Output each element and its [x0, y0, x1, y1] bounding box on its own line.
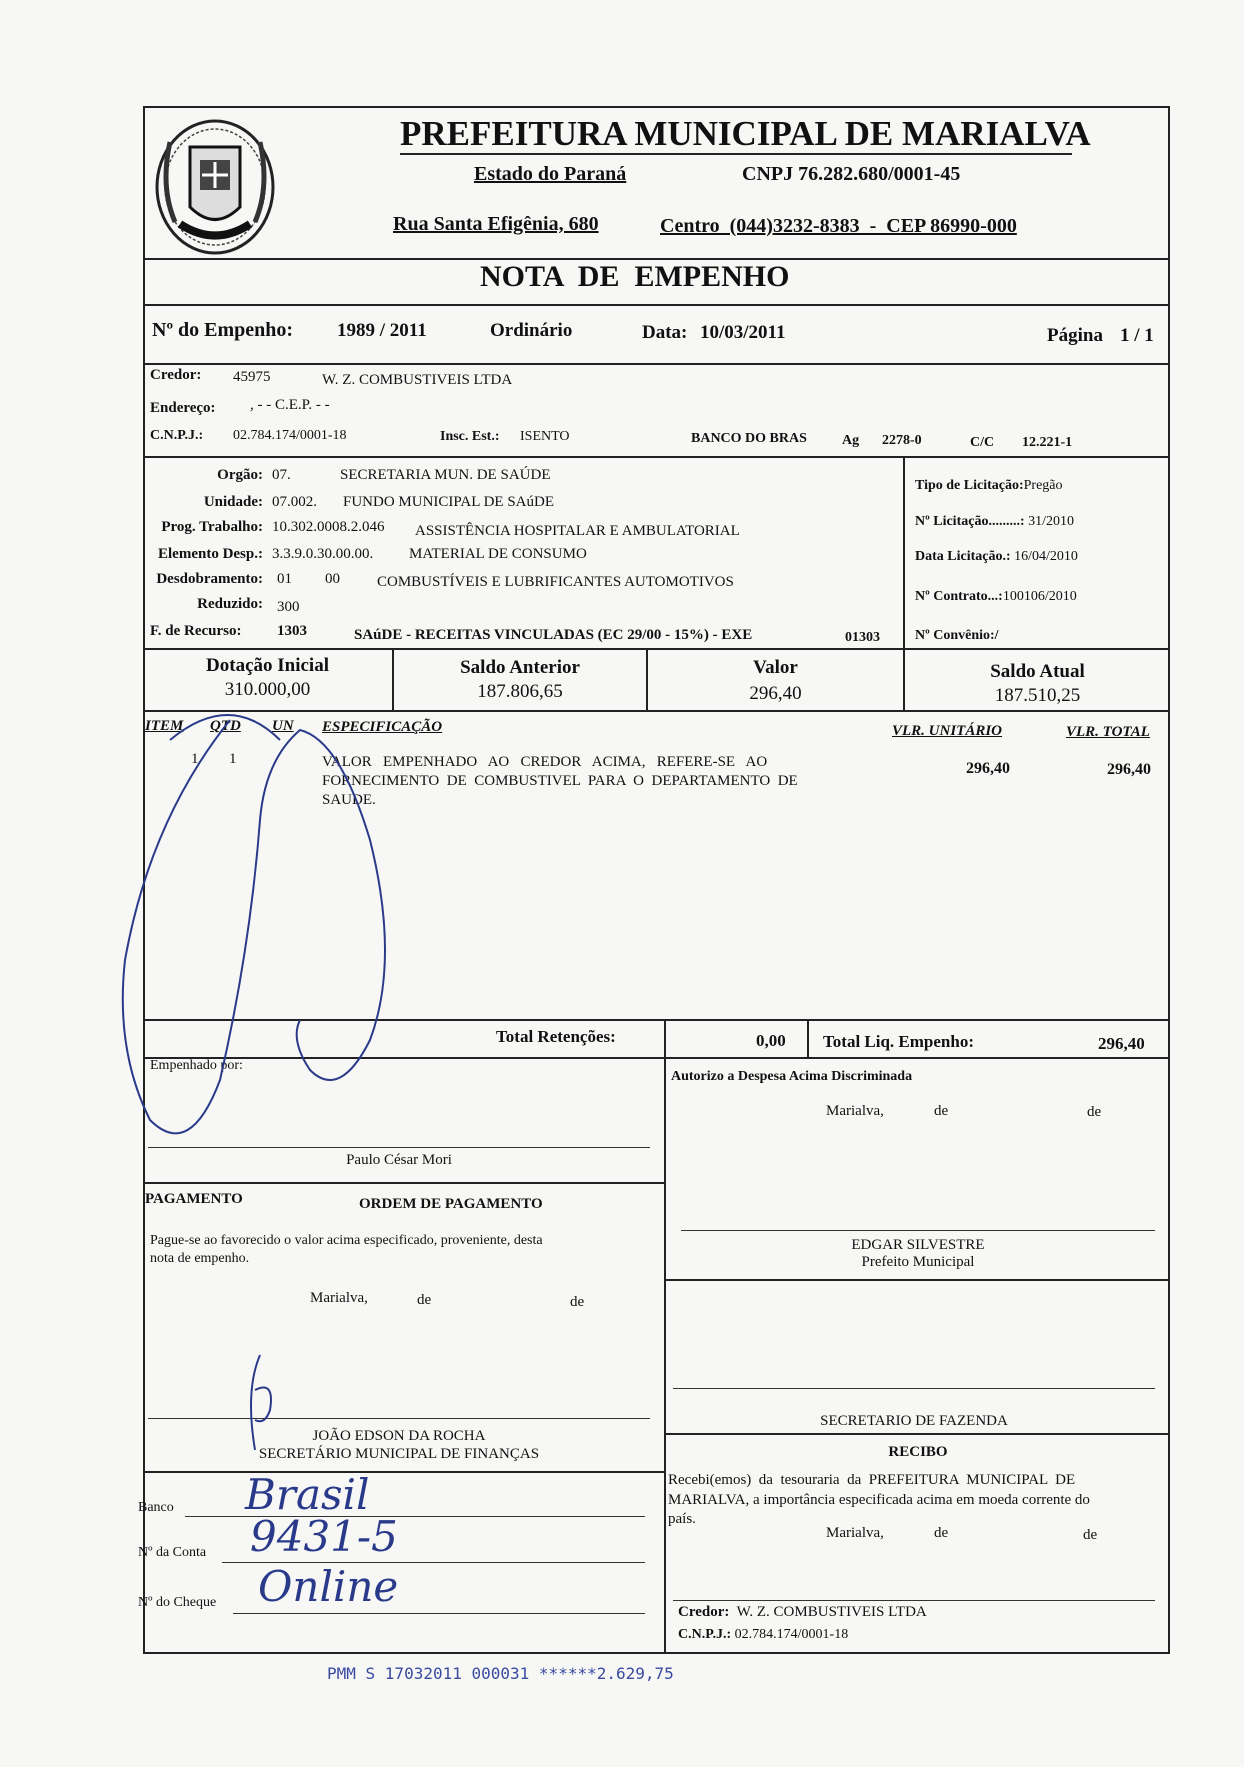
total-liquido-value: 296,40 — [1098, 1034, 1145, 1053]
col-valor-unitario: VLR. UNITÁRIO — [892, 723, 1003, 739]
recurso-code2: 01303 — [845, 630, 880, 645]
recurso-label: F. de Recurso: — [150, 623, 242, 639]
bank-name: BANCO DO BRAS — [691, 431, 807, 446]
col-un: UN — [272, 718, 294, 734]
recibo-place: Marialva, — [826, 1525, 884, 1541]
recibo-text-3: país. — [668, 1511, 696, 1527]
col-especificacao: ESPECIFICAÇÃO — [322, 719, 443, 735]
orgao-label: Orgão: — [217, 467, 263, 483]
desdobramento-code1: 01 — [277, 571, 292, 587]
recurso-name: SAúDE - RECEITAS VINCULADAS (EC 29/00 - 15%) - EXE — [354, 627, 753, 643]
state-label: Estado do Paraná — [474, 163, 627, 185]
valor-label: Valor — [753, 657, 798, 678]
elemento-code: 3.3.9.0.30.00.00. — [272, 546, 374, 562]
empenhado-por-label: Empenhado por: — [150, 1058, 243, 1073]
dotacao-inicial-label: Dotação Inicial — [206, 655, 329, 676]
orgao-code: 07. — [272, 467, 291, 483]
agency-label: Ag — [842, 433, 860, 448]
numero-convenio: Nº Convênio:/ — [915, 628, 999, 643]
recibo-de2: de — [1083, 1527, 1098, 1543]
unidade-code: 07.002. — [272, 494, 317, 510]
empenho-number: 1989 / 2011 — [337, 320, 427, 341]
elemento-label: Elemento Desp.: — [158, 546, 263, 562]
col-item: ITEM — [145, 718, 184, 734]
cnpj-field-value: 02.784.174/0001-18 — [233, 428, 347, 443]
contact-label: Centro (044)3232-8383 - CEP 86990-000 — [660, 215, 1017, 237]
credor-code: 45975 — [233, 369, 271, 385]
coat-of-arms-logo — [150, 112, 280, 262]
pagamento-de2: de — [570, 1294, 585, 1310]
orgao-name: SECRETARIA MUN. DE SAÚDE — [340, 467, 551, 483]
row-valor-total: 296,40 — [1107, 761, 1151, 778]
pagamento-de1: de — [417, 1292, 432, 1308]
conta-handwritten: 9431-5 — [250, 1512, 398, 1561]
banco-label: Banco — [138, 1500, 174, 1515]
document-type-title: NOTA DE EMPENHO — [480, 260, 790, 293]
numero-contrato: Nº Contrato...:100106/2010 — [915, 589, 1077, 604]
prog-trabalho-name: ASSISTÊNCIA HOSPITALAR E AMBULATORIAL — [415, 523, 740, 539]
saldo-atual-label: Saldo Atual — [990, 661, 1085, 682]
row-item: 1 — [191, 751, 199, 767]
row-especificacao-1: VALOR EMPENHADO AO CREDOR ACIMA, REFERE-SE AO — [322, 754, 768, 770]
data-licitacao: Data Licitação.: 16/04/2010 — [915, 549, 1078, 564]
recibo-text-2: MARIALVA, a importância especificada acima em moeda corrente do — [668, 1492, 1090, 1508]
col-valor-total: VLR. TOTAL — [1066, 724, 1150, 740]
numero-licitacao: Nº Licitação.........: 31/2010 — [915, 514, 1074, 529]
account-value: 12.221-1 — [1022, 435, 1073, 450]
autorizo-de2: de — [1087, 1104, 1102, 1120]
saldo-atual-value: 187.510,25 — [994, 685, 1081, 706]
insc-est-value: ISENTO — [520, 429, 570, 444]
valor-value: 296,40 — [749, 683, 802, 704]
recurso-code: 1303 — [277, 623, 307, 639]
unidade-label: Unidade: — [203, 494, 263, 510]
mayor-name: EDGAR SILVESTRE — [851, 1237, 985, 1253]
authentication-stamp: PMM S 17032011 000031 ******2.629,75 — [327, 1664, 674, 1683]
autorizo-label: Autorizo a Despesa Acima Discriminada — [671, 1069, 913, 1084]
insc-est-label: Insc. Est.: — [440, 429, 500, 444]
pagamento-text-2: nota de empenho. — [150, 1251, 250, 1266]
address-label: Rua Santa Efigênia, 680 — [393, 213, 599, 235]
recibo-credor: Credor: W. Z. COMBUSTIVEIS LTDA — [678, 1604, 927, 1620]
page-number: 1 / 1 — [1120, 325, 1154, 346]
row-especificacao-2: FORNECIMENTO DE COMBUSTIVEL PARA O DEPARTAMENTO DE — [322, 773, 798, 789]
cheque-label: Nº do Cheque — [138, 1595, 217, 1610]
financas-signer-title: SECRETÁRIO MUNICIPAL DE FINANÇAS — [258, 1446, 540, 1462]
cnpj-field-label: C.N.P.J.: — [150, 428, 204, 443]
cheque-handwritten: Online — [258, 1562, 399, 1611]
pagamento-place: Marialva, — [310, 1290, 368, 1306]
col-qtd: QTD — [210, 718, 241, 734]
recibo-de1: de — [934, 1525, 949, 1541]
desdobramento-label: Desdobramento: — [156, 571, 263, 587]
banco-handwritten: Brasil — [245, 1470, 370, 1519]
row-valor-unitario: 296,40 — [966, 760, 1010, 777]
total-retencoes-label: Total Retenções: — [496, 1027, 616, 1046]
prog-trabalho-label: Prog. Trabalho: — [161, 519, 263, 535]
recibo-cnpj: C.N.P.J.: 02.784.174/0001-18 — [678, 1627, 849, 1642]
address-field-value: , - - C.E.P. - - — [250, 397, 330, 413]
empenhado-por-name: Paulo César Mori — [346, 1152, 452, 1168]
row-especificacao-3: SAUDE. — [322, 792, 376, 808]
autorizo-de1: de — [934, 1103, 949, 1119]
pagamento-text-1: Pague-se ao favorecido o valor acima especificado, proveniente, desta — [150, 1233, 543, 1248]
empenho-type: Ordinário — [490, 320, 573, 341]
credor-name: W. Z. COMBUSTIVEIS LTDA — [322, 372, 513, 388]
account-label: C/C — [970, 435, 995, 450]
conta-label: Nº da Conta — [138, 1545, 207, 1560]
empenho-number-label: Nº do Empenho: — [152, 319, 294, 341]
saldo-anterior-value: 187.806,65 — [477, 681, 563, 702]
page-title: PREFEITURA MUNICIPAL DE MARIALVA — [400, 114, 1091, 153]
ordem-pagamento-label: ORDEM DE PAGAMENTO — [359, 1196, 543, 1212]
recibo-text-1: Recebi(emos) da tesouraria da PREFEITURA MUNICIPAL DE — [668, 1472, 1076, 1488]
address-field-label: Endereço: — [150, 400, 216, 416]
signature-financas — [235, 1350, 295, 1460]
date-value: 10/03/2011 — [700, 322, 786, 343]
desdobramento-code2: 00 — [325, 571, 340, 587]
tipo-licitacao: Tipo de Licitação:Pregão — [915, 478, 1063, 493]
mayor-title: Prefeito Municipal — [861, 1254, 975, 1270]
total-liquido-label: Total Liq. Empenho: — [823, 1032, 974, 1051]
reduzido-label: Reduzido: — [197, 596, 263, 612]
dotacao-inicial-value: 310.000,00 — [224, 679, 311, 700]
secretario-fazenda-label: SECRETARIO DE FAZENDA — [820, 1413, 1008, 1429]
financas-signer-name: JOÃO EDSON DA ROCHA — [312, 1428, 486, 1444]
desdobramento-name: COMBUSTÍVEIS E LUBRIFICANTES AUTOMOTIVOS — [377, 574, 734, 590]
pagamento-label: PAGAMENTO — [145, 1191, 243, 1207]
saldo-anterior-label: Saldo Anterior — [460, 657, 580, 678]
date-label: Data: — [642, 322, 688, 343]
autorizo-place: Marialva, — [826, 1103, 884, 1119]
agency-value: 2278-0 — [882, 433, 922, 448]
signature-empenhado — [110, 700, 430, 1170]
row-qtd: 1 — [229, 751, 237, 767]
total-retencoes-value: 0,00 — [756, 1031, 786, 1050]
reduzido-value: 300 — [277, 599, 300, 615]
page-label: Página — [1047, 325, 1103, 346]
prog-trabalho-code: 10.302.0008.2.046 — [272, 519, 385, 535]
cnpj-label: CNPJ 76.282.680/0001-45 — [742, 163, 961, 185]
unidade-name: FUNDO MUNICIPAL DE SAúDE — [343, 494, 554, 510]
recibo-title: RECIBO — [888, 1444, 948, 1460]
credor-label: Credor: — [150, 367, 202, 383]
elemento-name: MATERIAL DE CONSUMO — [409, 546, 587, 562]
